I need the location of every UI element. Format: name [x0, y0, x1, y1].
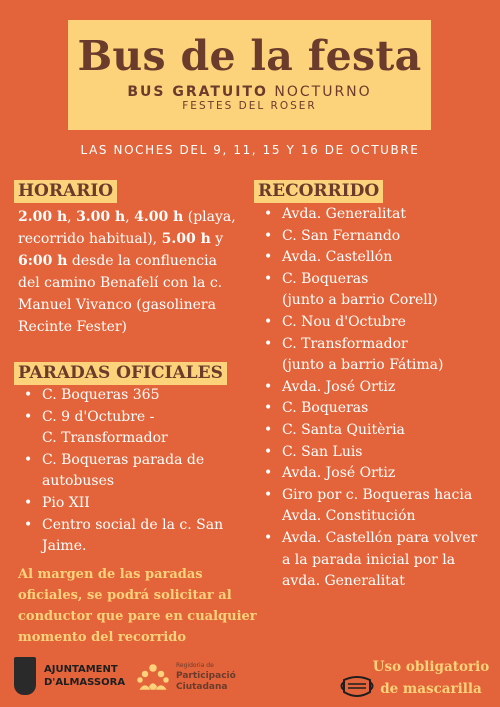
- participacio-line-1: Participació: [176, 671, 236, 681]
- time-5: 6:00 h: [18, 253, 68, 269]
- parada-item: • C. Boqueras parada de autobuses: [18, 450, 268, 493]
- recorrido-item: • Avda. José Ortiz: [258, 377, 494, 399]
- parada-item: • C. Boqueras 365: [18, 385, 268, 407]
- participacio-line-2: Ciutadana: [176, 682, 228, 692]
- ajuntament-line-2: D'ALMASSORA: [44, 677, 126, 688]
- dates-line: LAS NOCHES DEL 9, 11, 15 Y 16 DE OCTUBRE: [80, 143, 420, 157]
- subtitle-secondary: FESTES DEL ROSER: [182, 100, 317, 112]
- recorrido-item: • C. Boqueras (junto a barrio Corell): [258, 269, 494, 312]
- horario-text-3: y: [210, 231, 224, 247]
- horario-text-2: recorrido habitual),: [18, 231, 162, 247]
- time-2: 3.00 h: [76, 209, 126, 225]
- ajuntament-logo: [14, 657, 125, 695]
- mask-text: [370, 656, 492, 700]
- parada-item: • Centro social de la c. San Jaime.: [18, 515, 268, 558]
- recorrido-item: • C. San Luis: [258, 442, 494, 464]
- sep-2: ,: [125, 209, 135, 225]
- recorrido-item: • C. Boqueras: [258, 398, 494, 420]
- participacio-logo: [136, 660, 236, 693]
- recorrido-item: • Avda. Castellón para volver a la parada inicial por la avda. Generalitat: [258, 528, 494, 593]
- recorrido-item: • Avda. José Ortiz: [258, 463, 494, 485]
- sep-1: ,: [67, 209, 77, 225]
- recorrido-item: • C. San Fernando: [258, 226, 494, 248]
- subtitle-rest: NOCTURNO: [267, 84, 372, 100]
- horario-text-6: Manuel Vivanco (gasolinera: [18, 297, 216, 313]
- horario-text: [18, 206, 268, 338]
- horario-text-5: del camino Benafelí con la c.: [18, 275, 223, 291]
- time-3: 4.00 h: [134, 209, 184, 225]
- note-text: Al margen de las paradas oficiales, se podrá solicitar al conductor que pare en cualquier momento del recorrido: [18, 567, 257, 645]
- subtitle-bold: BUS GRATUITO: [127, 84, 268, 100]
- parada-item: • Pio XII: [18, 493, 268, 515]
- participacio-small: Regidoria de: [176, 662, 214, 669]
- page-title: Bus de la festa: [77, 32, 422, 80]
- paradas-list: [18, 385, 268, 558]
- mask-line-1: Uso obligatorio: [372, 659, 490, 675]
- participacio-text: [176, 660, 236, 693]
- title-box: [68, 20, 431, 130]
- recorrido-item: • C. Transformador (junto a barrio Fátima): [258, 334, 494, 377]
- horario-text-7: Recinte Fester): [18, 319, 128, 335]
- recorrido-item: • Avda. Generalitat: [258, 204, 494, 226]
- recorrido-label: RECORRIDO: [254, 180, 383, 203]
- ajuntament-line-1: AJUNTAMENT: [44, 664, 118, 675]
- parada-item: • C. 9 d'Octubre - C. Transformador: [18, 407, 268, 450]
- horario-label: HORARIO: [14, 180, 117, 203]
- ajuntament-text: [44, 663, 125, 689]
- time-4: 5.00 h: [161, 231, 211, 247]
- horario-text-4: desde la confluencia: [67, 253, 217, 269]
- time-1: 2.00 h: [18, 209, 68, 225]
- recorrido-item: • Avda. Castellón: [258, 247, 494, 269]
- mask-line-2: de mascarilla: [380, 681, 482, 697]
- recorrido-item: • Giro por c. Boqueras hacia Avda. Constitución: [258, 485, 494, 528]
- recorrido-item: • C. Santa Quitèria: [258, 420, 494, 442]
- recorrido-item: • C. Nou d'Octubre: [258, 312, 494, 334]
- recorrido-list: [258, 204, 494, 593]
- subtitle: [68, 84, 431, 100]
- shield-icon: [14, 657, 36, 695]
- participation-icon: [136, 662, 170, 692]
- paradas-label: PARADAS OFICIALES: [14, 362, 227, 385]
- horario-text-1: (playa,: [183, 209, 236, 225]
